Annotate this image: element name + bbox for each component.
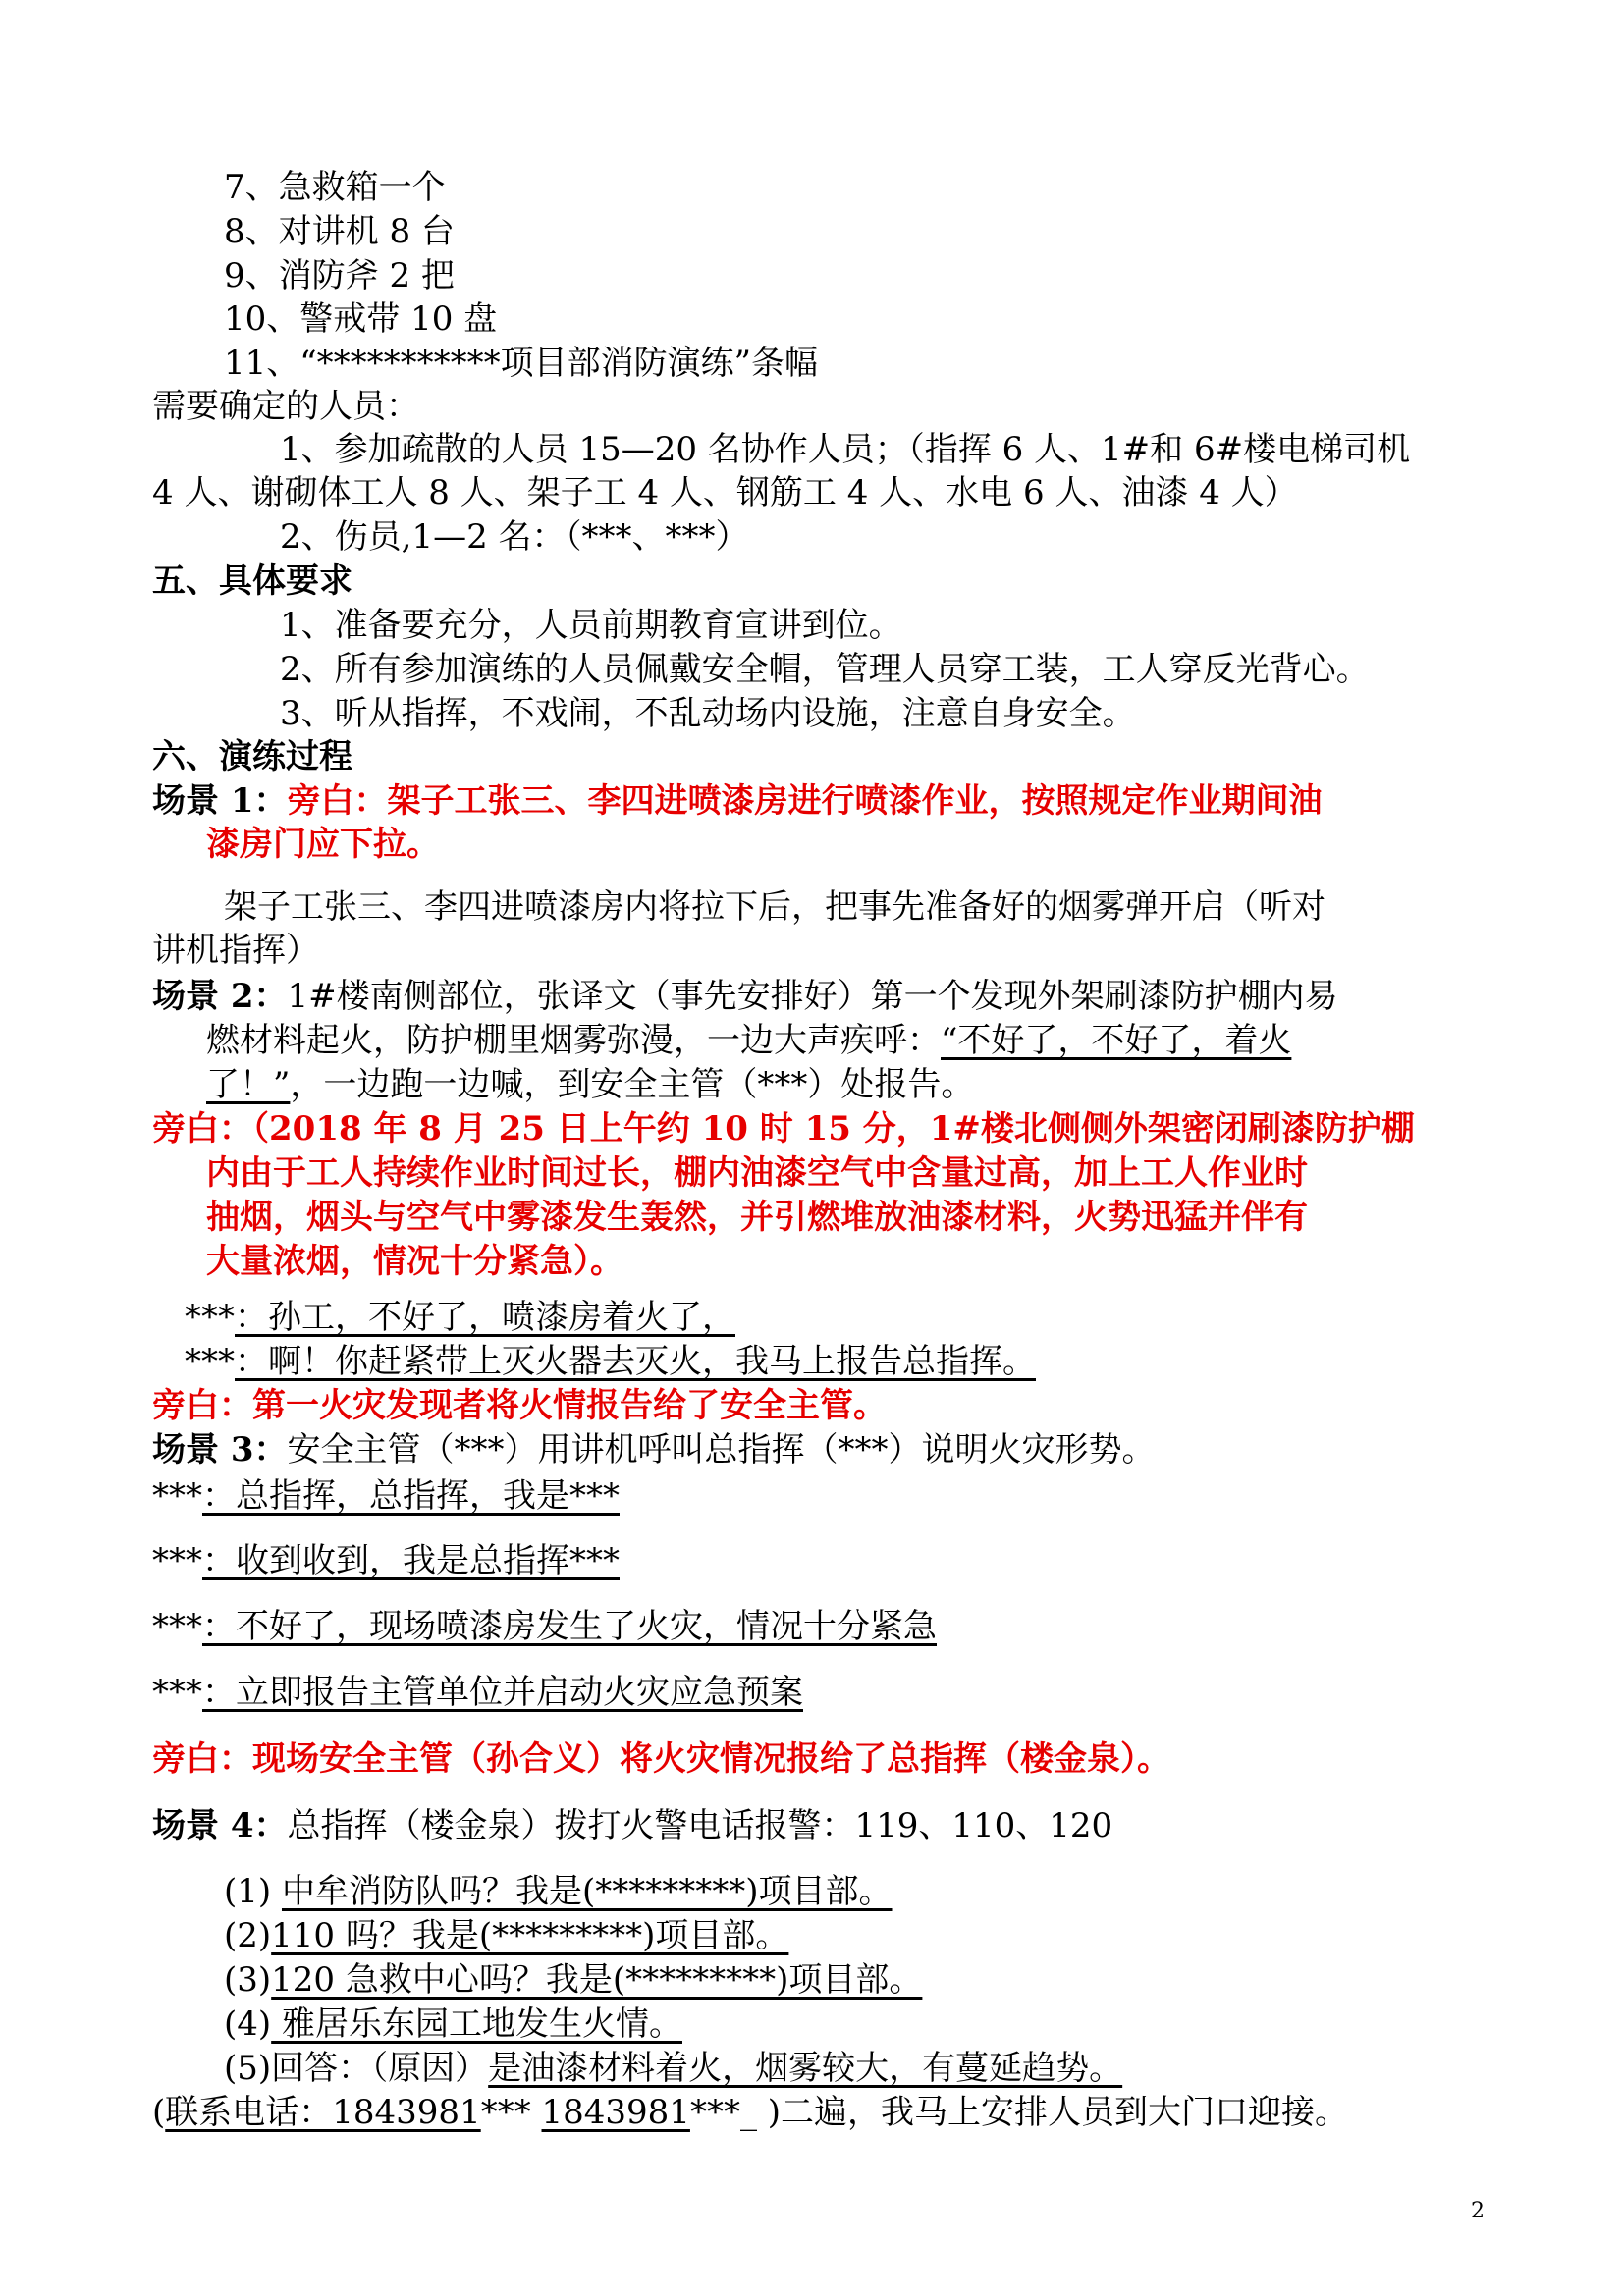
contact-phone-1: 联系电话：1843981	[165, 2093, 481, 2132]
scene-3-label: 场景 3：	[152, 1430, 288, 1469]
dialogue-6-speaker: ***	[152, 1673, 202, 1712]
page-number: 2	[1471, 2199, 1485, 2223]
scene-4-label: 场景 4：	[152, 1806, 288, 1845]
scene-3-text: 安全主管（***）用讲机呼叫总指挥（***）说明火灾形势。	[287, 1430, 1156, 1469]
scene-2-text-b: 燃材料起火，防护棚里烟雾弥漫，一边大声疾呼：	[206, 1021, 941, 1060]
dialogue-5-speaker: ***	[152, 1607, 202, 1646]
call-5	[224, 2047, 1122, 2090]
call-4-num: (4)	[224, 2004, 272, 2044]
scene-1-body-line-1: 架子工张三、李四进喷漆房内将拉下后，把事先准备好的烟雾弹开启（听对	[224, 887, 1325, 927]
dialogue-3-text: ：总指挥，总指挥，我是***	[202, 1476, 620, 1516]
dialogue-6-text: ：立即报告主管单位并启动火灾应急预案	[202, 1673, 803, 1712]
dialogue-2-text: ：啊！你赶紧带上灭火器去灭火，我马上报告总指挥。	[235, 1342, 1036, 1381]
call-5-text: 是油漆材料着火，烟雾较大，有蔓延趋势。	[488, 2049, 1123, 2088]
scene-1-narration: 旁白：架子工张三、李四进喷漆房进行喷漆作业，按照规定作业期间油	[287, 781, 1323, 821]
call-2	[224, 1914, 788, 1957]
dialogue-3-speaker: ***	[152, 1476, 202, 1516]
contact-mid: ***	[480, 2093, 542, 2132]
dialogue-4-speaker: ***	[152, 1541, 202, 1580]
personnel-item-1-line-1: 1、参加疏散的人员 15—20 名协作人员；（指挥 6 人、1#和 6#楼电梯司机	[280, 430, 1411, 469]
scene-2-line-3	[206, 1063, 974, 1106]
personnel-item-2: 2、伤员,1—2 名：（***、***）	[280, 517, 749, 557]
call-3	[224, 1958, 922, 2002]
call-4-text: 雅居乐东园工地发生火情。	[271, 2004, 682, 2044]
call-2-num: (2)	[224, 1916, 272, 1955]
dialogue-4	[152, 1539, 620, 1582]
requirement-2: 2、所有参加演练的人员佩戴安全帽，管理人员穿工装，工人穿反光背心。	[280, 650, 1370, 689]
personnel-heading: 需要确定的人员：	[152, 387, 419, 426]
scene-2-quote: “不好了，不好了，着火	[941, 1021, 1292, 1060]
dialogue-6	[152, 1671, 803, 1714]
scene-4-text: 总指挥（楼金泉）拨打火警电话报警：119、110、120	[287, 1806, 1113, 1845]
section-5-heading: 五、具体要求	[152, 561, 352, 601]
scene-2-line-2	[206, 1019, 1291, 1062]
dialogue-1	[185, 1296, 735, 1339]
scene-4	[152, 1804, 1112, 1847]
equipment-item-9: 9、消防斧 2 把	[224, 256, 455, 295]
call-4	[224, 2002, 682, 2046]
dialogue-5-text: ：不好了，现场喷漆房发生了火灾，情况十分紧急	[202, 1607, 937, 1646]
scene-1-narration-cont: 漆房门应下拉。	[206, 825, 440, 864]
call-1-num: (1)	[224, 1872, 272, 1911]
narration-1-line-2: 内由于工人持续作业时间过长，棚内油漆空气中含量过高，加上工人作业时	[206, 1153, 1308, 1193]
scene-3	[152, 1428, 1156, 1471]
contact-tail: ***_	[689, 2093, 757, 2132]
requirement-1: 1、准备要充分，人员前期教育宣讲到位。	[280, 606, 902, 645]
call-1-text: 中牟消防队吗？我是(*********)项目部。	[281, 1872, 893, 1911]
scene-1-label: 场景 1：	[152, 781, 288, 821]
dialogue-2-speaker: ***	[185, 1342, 235, 1381]
narration-2: 旁白：第一火灾发现者将火情报告给了安全主管。	[152, 1386, 887, 1425]
dialogue-2	[185, 1340, 1036, 1383]
scene-1-body-line-2: 讲机指挥）	[152, 931, 319, 970]
call-5-num: (5)	[224, 2049, 272, 2088]
scene-1-line-1	[152, 779, 1323, 823]
equipment-item-7: 7、急救箱一个	[224, 168, 446, 207]
personnel-item-1-line-2: 4 人、谢砌体工人 8 人、架子工 4 人、钢筋工 4 人、水电 6 人、油漆 4 人）	[152, 473, 1298, 512]
dialogue-4-text: ：收到收到，我是总指挥***	[202, 1541, 620, 1580]
narration-1-line-1: 旁白：（2018 年 8 月 25 日上午约 10 时 15 分，1#楼北侧侧外架密闭刷漆防护棚	[152, 1109, 1415, 1148]
dialogue-1-speaker: ***	[185, 1298, 235, 1337]
narration-1-line-3: 抽烟，烟头与空气中雾漆发生轰然，并引燃堆放油漆材料，火势迅猛并伴有	[206, 1198, 1308, 1237]
scene-2-text-c: ，一边跑一边喊，到安全主管（***）处报告。	[290, 1065, 975, 1104]
equipment-item-11: 11、“***********项目部消防演练”条幅	[224, 344, 819, 383]
contact-line	[152, 2091, 1348, 2134]
dialogue-1-text: ：孙工，不好了，喷漆房着火了，	[235, 1298, 735, 1337]
scene-2-line-1	[152, 975, 1338, 1018]
scene-2-text: 1#楼南侧部位，张译文（事先安排好）第一个发现外架刷漆防护棚内易	[287, 977, 1338, 1016]
call-5-prefix: 回答：（原因）	[271, 2049, 489, 2088]
section-6-heading: 六、演练过程	[152, 737, 352, 776]
call-3-text: 120 急救中心吗？我是(*********)项目部。	[271, 1960, 923, 2000]
dialogue-5	[152, 1605, 937, 1648]
equipment-item-8: 8、对讲机 8 台	[224, 212, 455, 251]
call-3-num: (3)	[224, 1960, 272, 2000]
equipment-item-10: 10、警戒带 10 盘	[224, 299, 498, 339]
requirement-3: 3、听从指挥，不戏闹，不乱动场内设施，注意自身安全。	[280, 694, 1136, 733]
contact-open: (	[152, 2093, 166, 2132]
call-2-text: 110 吗？我是(*********)项目部。	[271, 1916, 789, 1955]
call-1	[224, 1870, 893, 1913]
contact-end: )二遍，我马上安排人员到大门口迎接。	[756, 2093, 1349, 2132]
dialogue-3	[152, 1474, 620, 1518]
contact-phone-2: 1843981	[541, 2093, 690, 2132]
narration-1-line-4: 大量浓烟，情况十分紧急）。	[206, 1242, 623, 1281]
scene-2-label: 场景 2：	[152, 977, 288, 1016]
narration-3: 旁白：现场安全主管（孙合义）将火灾情况报给了总指挥（楼金泉）。	[152, 1739, 1170, 1779]
scene-2-quote-end: 了！”	[206, 1065, 291, 1104]
